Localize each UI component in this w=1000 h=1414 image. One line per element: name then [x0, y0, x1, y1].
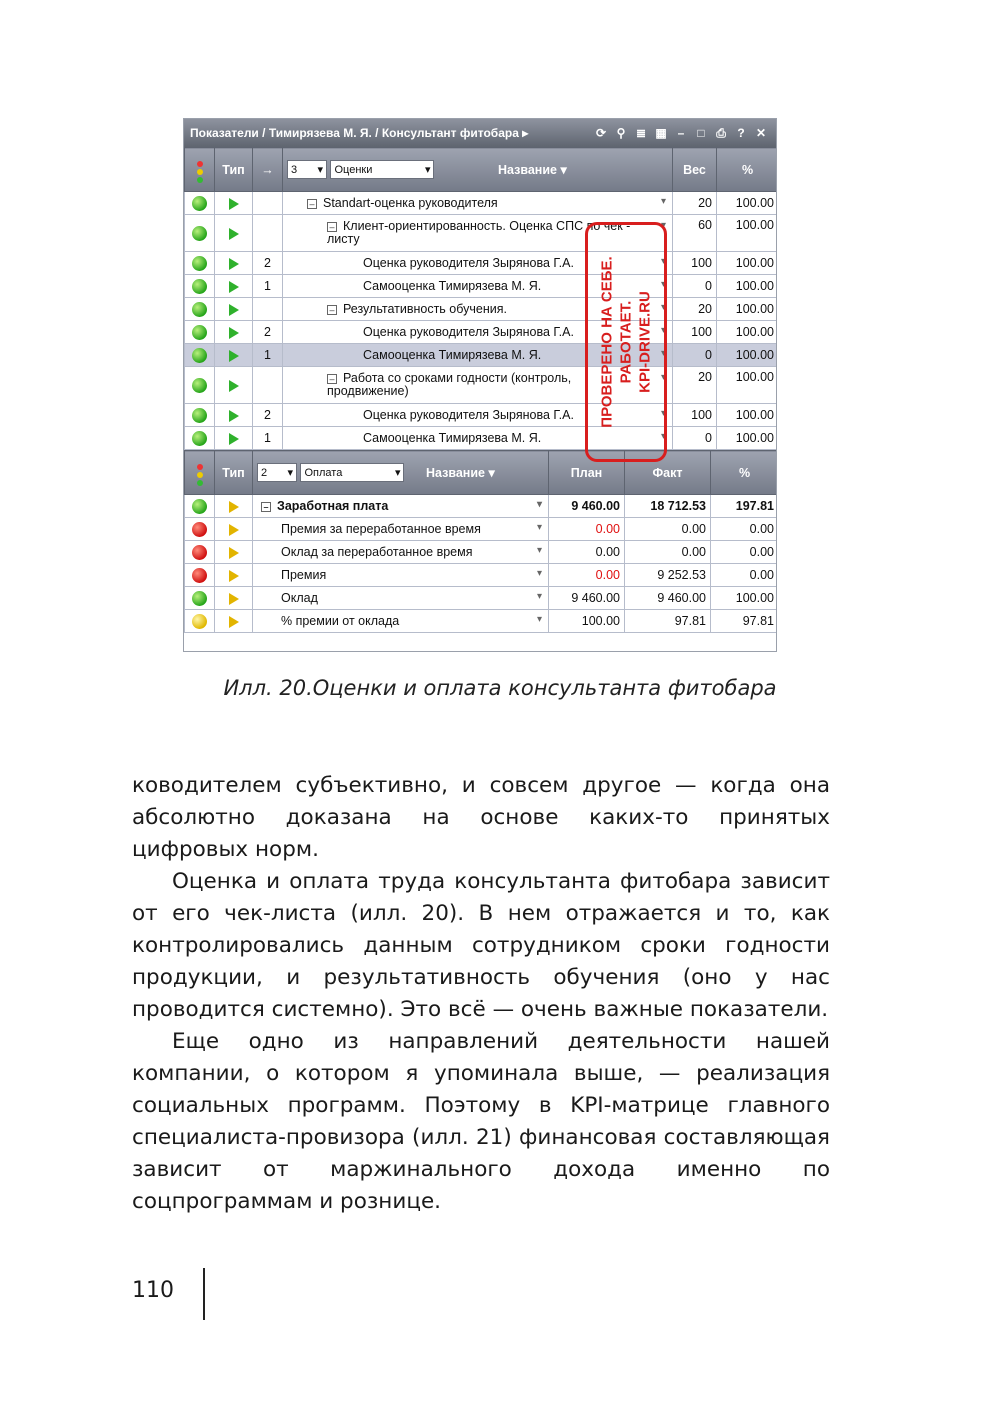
- play-arrow-icon[interactable]: [229, 501, 239, 513]
- stamp-text: [598, 222, 655, 462]
- percent-column-header[interactable]: %: [711, 451, 778, 495]
- name-cell[interactable]: [253, 518, 549, 541]
- plan-cell: 0.00: [549, 564, 625, 587]
- refresh-icon[interactable]: ⟳: [595, 126, 607, 140]
- paragraph: Еще одно из направлений деятельности нашей компании, о котором я упоминала выше, — реализация социальных программ. Поэтому в KPI-матрице главного специалиста-провизора (илл. 21) финансовая составляющая зависит от маржинального дохода именно по соцпрограммам и рознице.: [132, 1029, 830, 1214]
- type-cell: [215, 215, 253, 252]
- collapse-toggle-icon[interactable]: –: [307, 199, 317, 209]
- row-name: Оклад за переработанное время: [281, 545, 473, 559]
- paragraph: ководителем субъективно, и совсем другое — когда она абсолютно доказана на основе каких-то принятых цифровых норм.: [132, 773, 830, 862]
- status-cell: [185, 215, 215, 252]
- table-row[interactable]: [185, 344, 778, 367]
- status-column-header[interactable]: [185, 148, 215, 192]
- status-cell: [185, 298, 215, 321]
- minimize-icon[interactable]: –: [677, 126, 685, 140]
- list-icon[interactable]: ≣: [635, 126, 647, 140]
- play-arrow-icon[interactable]: [229, 281, 239, 293]
- play-arrow-icon[interactable]: [229, 258, 239, 270]
- status-cell: [185, 252, 215, 275]
- type-cell: [215, 321, 253, 344]
- level-value: 2: [261, 466, 268, 479]
- calculator-icon[interactable]: ▦: [655, 126, 667, 140]
- chevron-down-icon[interactable]: ▾: [660, 372, 666, 383]
- play-arrow-icon[interactable]: [229, 616, 239, 628]
- percent-cell: 100.00: [717, 367, 778, 404]
- level-cell: 2: [253, 321, 283, 344]
- row-name: Результативность обучения.: [343, 302, 507, 316]
- percent-cell: 100.00: [711, 587, 778, 610]
- payment-header-row: [185, 451, 778, 495]
- name-cell[interactable]: [253, 541, 549, 564]
- status-green-icon: [192, 226, 207, 241]
- plan-cell: 0.00: [549, 541, 625, 564]
- weight-cell: 0: [673, 344, 717, 367]
- play-arrow-icon[interactable]: [229, 570, 239, 582]
- weight-cell: 0: [673, 275, 717, 298]
- percent-cell: 100.00: [717, 298, 778, 321]
- play-arrow-icon[interactable]: [229, 547, 239, 559]
- percent-column-header[interactable]: %: [717, 148, 778, 192]
- row-name: Оклад: [281, 591, 318, 605]
- percent-cell: 100.00: [717, 275, 778, 298]
- page-divider: [203, 1268, 205, 1320]
- print-icon[interactable]: ⎙: [716, 125, 726, 140]
- row-name: Заработная плата: [277, 499, 389, 513]
- status-cell: [185, 587, 215, 610]
- status-cell: [185, 321, 215, 344]
- status-green-icon: [192, 431, 207, 446]
- table-row[interactable]: [185, 427, 778, 450]
- row-name: Самооценка Тимирязева М. Я.: [363, 348, 542, 362]
- weight-cell: 0: [673, 427, 717, 450]
- level-select[interactable]: [287, 160, 327, 179]
- name-cell[interactable]: [253, 495, 549, 518]
- play-arrow-icon[interactable]: [229, 327, 239, 339]
- level-cell: [253, 298, 283, 321]
- percent-cell: 100.00: [717, 215, 778, 252]
- traffic-light-icon: [197, 464, 203, 486]
- sort-chevron-icon: ▾: [560, 163, 567, 177]
- search-icon[interactable]: ⚲: [616, 126, 626, 140]
- level-cell: 2: [253, 252, 283, 275]
- plan-cell: 100.00: [549, 610, 625, 633]
- type-cell: [215, 252, 253, 275]
- verified-stamp: [585, 222, 667, 462]
- name-cell[interactable]: [253, 610, 549, 633]
- chevron-down-icon[interactable]: ▾: [536, 591, 542, 602]
- status-cell: [185, 275, 215, 298]
- type-cell: [215, 192, 253, 215]
- play-arrow-icon[interactable]: [229, 433, 239, 445]
- status-green-icon: [192, 348, 207, 363]
- chevron-down-icon[interactable]: ▾: [660, 408, 666, 419]
- chevron-down-icon[interactable]: ▾: [536, 568, 542, 579]
- table-row[interactable]: [185, 252, 778, 275]
- name-header-label: Название: [425, 465, 485, 480]
- play-arrow-icon[interactable]: [229, 228, 239, 240]
- level-cell: 1: [253, 344, 283, 367]
- level-select[interactable]: [257, 463, 297, 482]
- status-green-icon: [192, 499, 207, 514]
- table-row[interactable]: [185, 610, 778, 633]
- chevron-down-icon[interactable]: ▾: [660, 431, 666, 442]
- name-header-label: Название: [497, 162, 557, 177]
- type-cell: [215, 427, 253, 450]
- chevron-down-icon[interactable]: ▾: [660, 220, 666, 231]
- row-name: Работа со сроками годности (контроль, продвижение): [327, 371, 572, 398]
- chevron-down-icon[interactable]: ▾: [660, 325, 666, 336]
- chevron-down-icon[interactable]: ▾: [660, 348, 666, 359]
- type-cell: [215, 587, 253, 610]
- table-row[interactable]: [185, 564, 778, 587]
- chevron-down-icon[interactable]: ▾: [660, 196, 666, 207]
- status-cell: [185, 404, 215, 427]
- row-name: Самооценка Тимирязева М. Я.: [363, 431, 542, 445]
- status-green-icon: [192, 279, 207, 294]
- status-green-icon: [192, 325, 207, 340]
- table-row[interactable]: [185, 404, 778, 427]
- status-cell: [185, 610, 215, 633]
- play-arrow-icon[interactable]: [229, 410, 239, 422]
- weight-cell: 20: [673, 192, 717, 215]
- row-name: Премия за переработанное время: [281, 522, 481, 536]
- status-green-icon: [192, 408, 207, 423]
- plan-cell: 0.00: [549, 518, 625, 541]
- arrow-column-header[interactable]: →: [253, 148, 283, 192]
- percent-cell: 100.00: [717, 321, 778, 344]
- payment-table: [184, 450, 777, 633]
- type-cell: [215, 367, 253, 404]
- status-cell: [185, 564, 215, 587]
- percent-cell: 0.00: [711, 541, 778, 564]
- level-cell: 2: [253, 404, 283, 427]
- fact-cell: 97.81: [625, 610, 711, 633]
- level-value: 3: [291, 163, 298, 176]
- status-green-icon: [192, 196, 207, 211]
- percent-cell: 100.00: [717, 192, 778, 215]
- level-cell: [253, 192, 283, 215]
- stamp-line: KPI-DRIVE.RU: [636, 291, 654, 393]
- percent-cell: 0.00: [711, 518, 778, 541]
- chevron-down-icon[interactable]: ▾: [660, 302, 666, 313]
- filter-value: Оплата: [304, 466, 343, 479]
- maximize-icon[interactable]: □: [697, 126, 705, 140]
- name-column-header[interactable]: [253, 451, 549, 495]
- percent-cell: 100.00: [717, 344, 778, 367]
- level-cell: [253, 367, 283, 404]
- type-cell: [215, 298, 253, 321]
- weight-column-header[interactable]: Вес: [673, 148, 717, 192]
- level-cell: [253, 215, 283, 252]
- status-yellow-icon: [192, 614, 207, 629]
- row-name: Standart-оценка руководителя: [323, 196, 498, 210]
- collapse-toggle-icon[interactable]: –: [261, 502, 271, 512]
- fact-cell: 0.00: [625, 541, 711, 564]
- type-cell: [215, 541, 253, 564]
- plan-column-header[interactable]: План: [549, 451, 625, 495]
- status-cell: [185, 518, 215, 541]
- type-cell: [215, 344, 253, 367]
- type-column-header[interactable]: Тип: [215, 148, 253, 192]
- weight-cell: 100: [673, 321, 717, 344]
- level-cell: 1: [253, 427, 283, 450]
- table-row[interactable]: [185, 541, 778, 564]
- chevron-down-icon[interactable]: ▾: [536, 545, 542, 556]
- chevron-down-icon: ▾: [394, 467, 401, 479]
- percent-cell: 100.00: [717, 404, 778, 427]
- status-cell: [185, 541, 215, 564]
- table-row[interactable]: [185, 275, 778, 298]
- status-column-header[interactable]: [185, 451, 215, 495]
- weight-cell: 20: [673, 298, 717, 321]
- help-icon[interactable]: ?: [737, 126, 745, 140]
- stamp-line: ПРОВЕРЕНО НА СЕБЕ.: [598, 256, 616, 428]
- fact-cell: 18 712.53: [625, 495, 711, 518]
- name-column-header[interactable]: [283, 148, 673, 192]
- status-red-icon: [192, 568, 207, 583]
- row-name: Оценка руководителя Зырянова Г.А.: [363, 256, 574, 270]
- type-cell: [215, 404, 253, 427]
- filter-value: Оценки: [334, 163, 373, 176]
- level-cell: 1: [253, 275, 283, 298]
- play-arrow-icon[interactable]: [229, 593, 239, 605]
- ratings-header-row: [185, 148, 778, 192]
- status-cell: [185, 427, 215, 450]
- percent-cell: 197.81: [711, 495, 778, 518]
- row-name: % премии от оклада: [281, 614, 400, 628]
- status-cell: [185, 367, 215, 404]
- play-arrow-icon[interactable]: [229, 350, 239, 362]
- percent-cell: 97.81: [711, 610, 778, 633]
- table-row[interactable]: [185, 587, 778, 610]
- chevron-down-icon[interactable]: ▾: [660, 256, 666, 267]
- play-arrow-icon[interactable]: [229, 304, 239, 316]
- percent-cell: 0.00: [711, 564, 778, 587]
- weight-cell: 60: [673, 215, 717, 252]
- percent-cell: 100.00: [717, 427, 778, 450]
- status-green-icon: [192, 302, 207, 317]
- paragraph: Оценка и оплата труда консультанта фитобара зависит от его чек-листа (илл. 20). В нем отражается и то, как контролировались данным сотрудником сроки годности продукции, и результативность обучения (оно у нас проводится системно). Это всё — очень важные показатели.: [132, 869, 830, 1022]
- status-red-icon: [192, 545, 207, 560]
- weight-cell: 20: [673, 367, 717, 404]
- status-cell: [185, 192, 215, 215]
- type-column-header[interactable]: Тип: [215, 451, 253, 495]
- figure-caption: Илл. 20.Оценки и оплата консультанта фитобара: [223, 676, 777, 700]
- collapse-toggle-icon[interactable]: –: [327, 222, 337, 232]
- percent-cell: 100.00: [717, 252, 778, 275]
- sort-chevron-icon: ▾: [488, 466, 495, 480]
- name-cell[interactable]: [283, 192, 673, 215]
- chevron-down-icon[interactable]: ▾: [536, 499, 542, 510]
- row-name: Оценка руководителя Зырянова Г.А.: [363, 408, 574, 422]
- window-titlebar: [184, 119, 776, 147]
- plan-cell: 9 460.00: [549, 587, 625, 610]
- close-icon[interactable]: ✕: [755, 126, 767, 140]
- body-text: [132, 770, 830, 1218]
- type-cell: [215, 564, 253, 587]
- play-arrow-icon[interactable]: [229, 198, 239, 210]
- fact-cell: 9 252.53: [625, 564, 711, 587]
- collapse-toggle-icon[interactable]: –: [327, 305, 337, 315]
- weight-cell: 100: [673, 404, 717, 427]
- table-row[interactable]: [185, 518, 778, 541]
- stamp-line: РАБОТАЕТ.: [617, 300, 635, 384]
- ratings-table: [184, 147, 777, 450]
- play-arrow-icon[interactable]: [229, 524, 239, 536]
- status-cell: [185, 344, 215, 367]
- kpi-window: [183, 118, 777, 652]
- fact-cell: 9 460.00: [625, 587, 711, 610]
- window-title: Показатели / Тимирязева М. Я. / Консультант фитобара ▸: [190, 126, 529, 140]
- table-row[interactable]: [185, 495, 778, 518]
- type-cell: [215, 275, 253, 298]
- filter-select[interactable]: [330, 160, 434, 179]
- status-red-icon: [192, 522, 207, 537]
- name-cell[interactable]: [253, 587, 549, 610]
- fact-cell: 0.00: [625, 518, 711, 541]
- plan-cell: 9 460.00: [549, 495, 625, 518]
- play-arrow-icon[interactable]: [229, 380, 239, 392]
- table-row[interactable]: [185, 192, 778, 215]
- status-cell: [185, 495, 215, 518]
- chevron-down-icon[interactable]: ▾: [536, 522, 542, 533]
- name-cell[interactable]: [253, 564, 549, 587]
- status-green-icon: [192, 378, 207, 393]
- fact-column-header[interactable]: Факт: [625, 451, 711, 495]
- chevron-down-icon: ▾: [287, 467, 293, 479]
- row-name: Самооценка Тимирязева М. Я.: [363, 279, 542, 293]
- page-number: 110: [132, 1278, 174, 1303]
- traffic-light-icon: [197, 161, 203, 183]
- filter-select[interactable]: [300, 463, 404, 482]
- status-green-icon: [192, 256, 207, 271]
- row-name: Клиент-ориентированность. Оценка СПС по чек - листу: [327, 219, 631, 246]
- table-row[interactable]: [185, 367, 778, 404]
- collapse-toggle-icon[interactable]: –: [327, 374, 337, 384]
- chevron-down-icon: ▾: [424, 164, 431, 176]
- table-row[interactable]: [185, 215, 778, 252]
- type-cell: [215, 495, 253, 518]
- chevron-down-icon[interactable]: ▾: [660, 279, 666, 290]
- weight-cell: 100: [673, 252, 717, 275]
- chevron-down-icon: ▾: [317, 164, 323, 176]
- row-name: Оценка руководителя Зырянова Г.А.: [363, 325, 574, 339]
- chevron-down-icon[interactable]: ▾: [536, 614, 542, 625]
- table-row[interactable]: [185, 298, 778, 321]
- status-green-icon: [192, 591, 207, 606]
- type-cell: [215, 518, 253, 541]
- table-row[interactable]: [185, 321, 778, 344]
- row-name: Премия: [281, 568, 327, 582]
- type-cell: [215, 610, 253, 633]
